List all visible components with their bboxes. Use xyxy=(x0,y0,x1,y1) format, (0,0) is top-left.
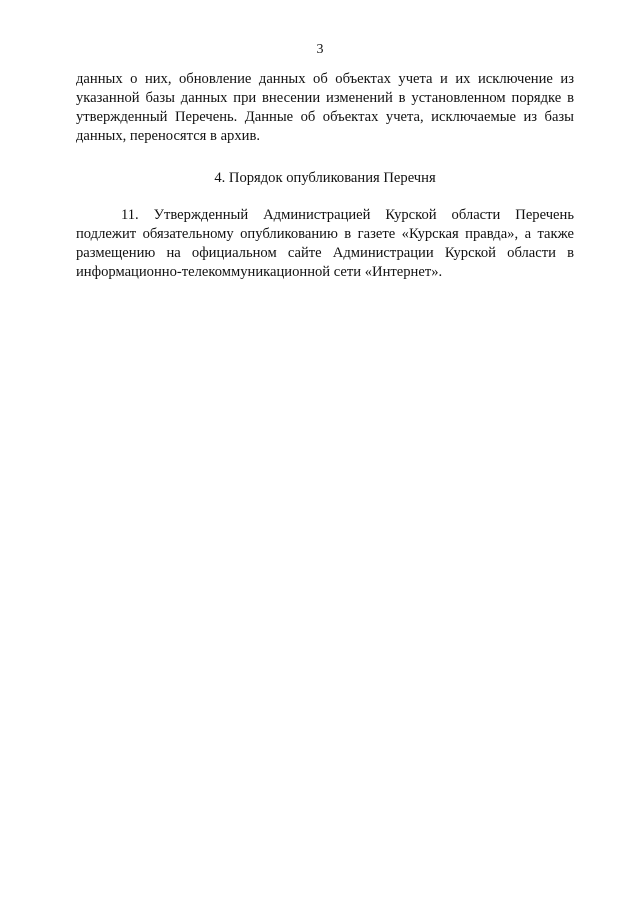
page-number: 3 xyxy=(316,42,324,57)
document-body xyxy=(76,70,574,282)
section-heading: 4. Порядок опубликования Перечня xyxy=(214,170,436,186)
paragraph-11: 11. Утвержденный Администрацией Курской области Перечень подлежит обязательному опубликованию в газете «Курская правда», а также размещению на официальном сайте Администрации Курской области в информационно-телекоммуникационной сети «Интернет». xyxy=(76,207,574,280)
paragraph-continuation: данных о них, обновление данных об объектах учета и их исключение из указанной базы данных при внесении изменений в установленном порядке в утвержденный Перечень. Данные об объектах учета, исключаемые из базы данных, переносятся в архив. xyxy=(76,71,574,144)
